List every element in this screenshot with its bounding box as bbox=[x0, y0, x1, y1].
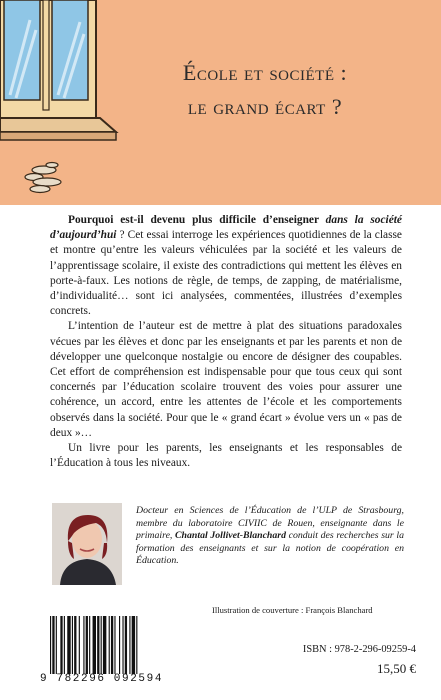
book-title bbox=[100, 56, 430, 124]
author-bio bbox=[136, 505, 404, 568]
author-name: Chantal Jollivet-Blanchard bbox=[175, 530, 286, 542]
paragraph-1-text: ? Cet essai interroge les expériences quotidiennes de la classe et montre qu’entre les valeurs véhiculées par la société et les valeurs de l’apprentissage scolaire, il existe des contradictions qui mettent les élèves en porte-à-faux. Les notions de règle, de temps, de zapping, de matérialisme, d’individualité… sont ici analysées, commentées, illustrées d’exemples concrets. bbox=[50, 229, 402, 318]
description-paragraph-3: Un livre pour les parents, les enseignants et les responsables de l’Éducation à tous les niveaux. bbox=[50, 442, 402, 470]
barcode bbox=[40, 616, 182, 688]
lead-emphasis: dans la société d’aujourd’hui bbox=[50, 214, 402, 242]
illustration-credit: Illustration de couverture : François Blanchard bbox=[212, 605, 373, 615]
description-paragraph-2: L’intention de l’auteur est de mettre à plat des situations paradoxales vécues par les élèves et donc par les enseignants et par les parents et non de développer une quelconque nostalgie ou encore de désigner des coupables. Cet effort de compréhension est indispensable pour que tous ceux qui sont concernés par l’éducation scolaire trouvent des voies pour assurer une cohérence, un accord, entre les attentes de l’école et les comportements observés dans la société. Pour que le « grand écart » évolue vers un « pas de deux »… bbox=[50, 320, 402, 439]
author-section bbox=[52, 501, 402, 591]
lead-question: Pourquoi est-il devenu plus difficile d’enseigner bbox=[68, 214, 326, 226]
bio-start: Docteur en Sciences de l’Éducation de l’ULP de Strasbourg, membre du laboratoire CIVIIC de Rouen, enseignante dans le primaire, bbox=[136, 505, 404, 542]
book-description bbox=[50, 213, 402, 471]
title-line-2: le grand écart ? bbox=[187, 94, 343, 119]
price: 15,50 € bbox=[377, 661, 416, 676]
description-paragraph-1 bbox=[50, 213, 402, 319]
isbn: ISBN : 978-2-296-09259-4 bbox=[302, 644, 416, 655]
bio-end: conduit des recherches sur la formation des enseignants et sur la notion de coopération en Éducation. bbox=[136, 530, 404, 567]
title-line-1: École et société : bbox=[182, 60, 348, 85]
barcode-number: 9 782296 092594 bbox=[40, 673, 164, 685]
barcode-bars bbox=[50, 616, 178, 674]
cover-illustration bbox=[0, 0, 441, 205]
author-photo bbox=[52, 503, 122, 585]
